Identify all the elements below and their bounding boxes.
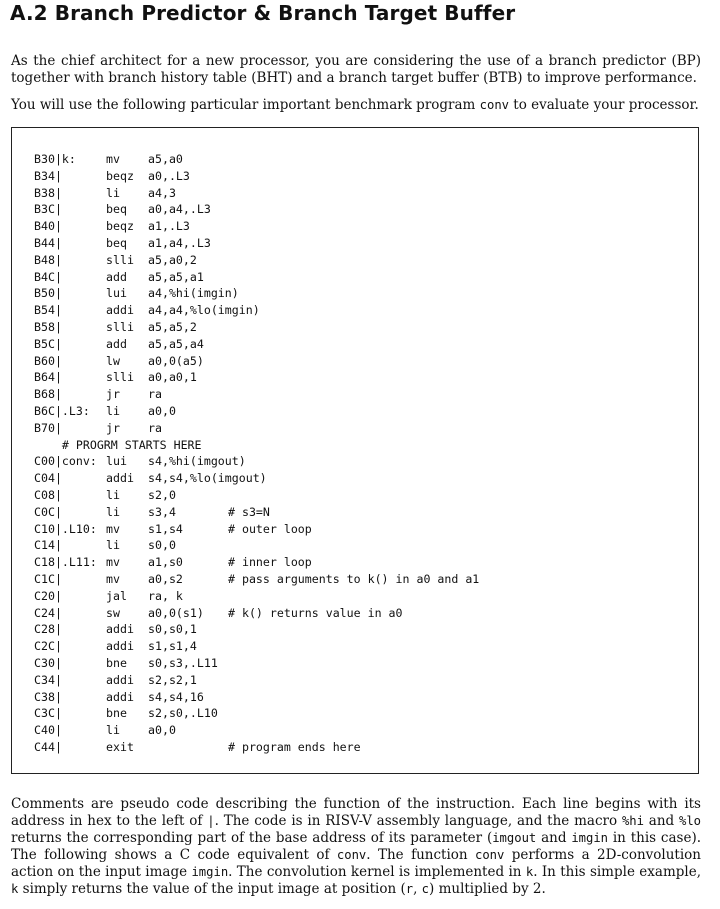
code-address: B54| xyxy=(34,303,62,318)
code-operands: a0,a0,1 xyxy=(148,370,197,385)
explanation-text: returns the corresponding part of the base address of its parameter ( xyxy=(11,830,493,846)
explanation-text: ) multiplied by 2. xyxy=(429,881,546,897)
code-comment: # pass arguments to k() in a0 and a1 xyxy=(228,571,480,586)
code-opcode: add xyxy=(106,336,127,351)
code-opcode: addi xyxy=(106,303,134,318)
code-address: C14| xyxy=(34,538,62,553)
code-comment: # s3=N xyxy=(228,504,270,519)
code-operands: ra, k xyxy=(148,588,183,603)
code-operands: a5,a0,2 xyxy=(148,252,197,267)
code-line xyxy=(34,218,479,235)
explanation-text: performs a 2D-convolution action on the input image xyxy=(11,847,701,880)
code-address: C24| xyxy=(34,605,62,620)
code-operands: ra xyxy=(148,387,162,402)
inline-code: imgin xyxy=(571,831,609,845)
code-line xyxy=(34,319,479,336)
code-operands: a4,3 xyxy=(148,185,176,200)
code-opcode: slli xyxy=(106,319,134,334)
code-opcode: jr xyxy=(106,387,120,402)
code-address: C10|.L10: xyxy=(34,521,97,536)
explanation-paragraph xyxy=(11,796,701,898)
code-opcode: li xyxy=(106,723,120,738)
code-address: C34| xyxy=(34,672,62,687)
code-operands: ra xyxy=(148,420,162,435)
code-line xyxy=(34,168,479,185)
code-opcode: lui xyxy=(106,286,127,301)
code-address: C3C| xyxy=(34,706,62,721)
code-opcode: add xyxy=(106,269,127,284)
code-operands: a0,s2 xyxy=(148,571,183,586)
code-line xyxy=(34,588,479,605)
code-line xyxy=(34,386,479,403)
code-line xyxy=(34,453,479,470)
code-operands: a1,a4,.L3 xyxy=(148,235,211,250)
inline-code: | xyxy=(207,814,215,828)
code-line xyxy=(34,487,479,504)
code-opcode: mv xyxy=(106,521,120,536)
code-operands: a5,a5,a1 xyxy=(148,269,204,284)
code-address: C28| xyxy=(34,622,62,637)
explanation-text: , xyxy=(413,881,422,897)
code-operands: s4,s4,%lo(imgout) xyxy=(148,471,267,486)
code-operands: s2,0 xyxy=(148,487,176,502)
benchmark-paragraph xyxy=(11,97,701,114)
code-line xyxy=(34,672,479,689)
code-opcode: addi xyxy=(106,639,134,654)
code-opcode: mv xyxy=(106,555,120,570)
code-opcode: sw xyxy=(106,605,120,620)
code-operands: s4,%hi(imgout) xyxy=(148,454,246,469)
explanation-text: Comments are pseudo code describing the function of the instruction. Each line begins with its address in hex to the left of xyxy=(11,796,701,829)
code-operands: s0,s0,1 xyxy=(148,622,197,637)
inline-code: %lo xyxy=(679,814,702,828)
code-operands: s3,4 xyxy=(148,504,176,519)
code-address: B50| xyxy=(34,286,62,301)
code-address: C20| xyxy=(34,588,62,603)
code-line xyxy=(34,151,479,168)
code-line xyxy=(34,235,479,252)
code-address: B64| xyxy=(34,370,62,385)
code-opcode: beq xyxy=(106,202,127,217)
code-address: B4C| xyxy=(34,269,62,284)
code-operands: a4,a4,%lo(imgin) xyxy=(148,303,260,318)
code-opcode: li xyxy=(106,487,120,502)
code-operands: a0,0 xyxy=(148,723,176,738)
code-line xyxy=(34,437,479,454)
code-comment: # inner loop xyxy=(228,555,312,570)
inline-code: k xyxy=(11,882,19,896)
code-address: B60| xyxy=(34,353,62,368)
code-opcode: jr xyxy=(106,420,120,435)
section-heading: A.2 Branch Predictor & Branch Target Buffer xyxy=(10,1,516,25)
code-line xyxy=(34,605,479,622)
benchmark-text-2: to evaluate your processor. xyxy=(509,97,699,113)
inline-code: imgout xyxy=(492,831,537,845)
intro-paragraph: As the chief architect for a new processor, you are considering the use of a branch predictor (BP) together with branch history table (BHT) and a branch target buffer (BTB) to improve performance. xyxy=(11,53,701,86)
code-line xyxy=(34,689,479,706)
code-address: B58| xyxy=(34,319,62,334)
code-opcode: li xyxy=(106,185,120,200)
code-operands: s2,s2,1 xyxy=(148,672,197,687)
code-line xyxy=(34,369,479,386)
code-address: C30| xyxy=(34,655,62,670)
code-operands: s1,s1,4 xyxy=(148,639,197,654)
code-comment-line: # PROGRM STARTS HERE xyxy=(34,437,202,452)
code-opcode: addi xyxy=(106,471,134,486)
code-address: B30|k: xyxy=(34,152,76,166)
code-opcode: mv xyxy=(106,152,120,166)
code-operands: a1,s0 xyxy=(148,555,183,570)
code-line xyxy=(34,537,479,554)
code-address: C18|.L11: xyxy=(34,555,97,570)
code-comment: # outer loop xyxy=(228,521,312,536)
code-address: B40| xyxy=(34,219,62,234)
explanation-text: . The function xyxy=(366,847,475,863)
code-address: B34| xyxy=(34,168,62,183)
code-opcode: li xyxy=(106,403,120,418)
inline-code: c xyxy=(421,882,430,896)
code-line xyxy=(34,638,479,655)
code-opcode: slli xyxy=(106,252,134,267)
code-line xyxy=(34,655,479,672)
explanation-text: and xyxy=(643,813,679,829)
code-line xyxy=(34,201,479,218)
code-address: C2C| xyxy=(34,639,62,654)
code-operands: a5,a5,a4 xyxy=(148,336,204,351)
code-opcode: li xyxy=(106,538,120,553)
code-opcode: jal xyxy=(106,588,127,603)
code-opcode: li xyxy=(106,504,120,519)
code-opcode: mv xyxy=(106,571,120,586)
code-address: C38| xyxy=(34,689,62,704)
code-operands: a0,0 xyxy=(148,403,176,418)
inline-code: conv xyxy=(475,848,505,862)
inline-code: k xyxy=(525,865,534,879)
code-line xyxy=(34,252,479,269)
code-line xyxy=(34,722,479,739)
inline-code: r xyxy=(405,882,414,896)
code-comment: # k() returns value in a0 xyxy=(228,605,403,620)
program-name-code: conv xyxy=(479,98,509,112)
code-operands: a5,a5,2 xyxy=(148,319,197,334)
code-address: B5C| xyxy=(34,336,62,351)
explanation-text: . The code is in RISV-V assembly language, and the macro xyxy=(214,813,622,829)
code-address: C40| xyxy=(34,723,62,738)
code-operands: s0,s3,.L11 xyxy=(148,655,218,670)
code-line xyxy=(34,470,479,487)
code-opcode: bne xyxy=(106,655,127,670)
code-opcode: addi xyxy=(106,672,134,687)
code-line xyxy=(34,554,479,571)
code-listing-box xyxy=(11,127,699,774)
code-line xyxy=(34,420,479,437)
code-line xyxy=(34,621,479,638)
explanation-text: simply returns the value of the input image at position ( xyxy=(18,881,406,897)
code-address: B48| xyxy=(34,252,62,267)
inline-code: imgin xyxy=(191,865,229,879)
inline-code: %hi xyxy=(621,814,644,828)
code-opcode: beq xyxy=(106,235,127,250)
code-line xyxy=(34,571,479,588)
code-opcode: slli xyxy=(106,370,134,385)
code-opcode: bne xyxy=(106,706,127,721)
code-address: C0C| xyxy=(34,504,62,519)
code-operands: s1,s4 xyxy=(148,521,183,536)
code-opcode: addi xyxy=(106,622,134,637)
code-address: B6C|.L3: xyxy=(34,403,90,418)
code-line xyxy=(34,353,479,370)
code-line xyxy=(34,403,479,420)
code-operands: a4,%hi(imgin) xyxy=(148,286,239,301)
assembly-listing xyxy=(34,151,479,756)
code-opcode: lui xyxy=(106,454,127,469)
explanation-text: and xyxy=(536,830,572,846)
code-line xyxy=(34,285,479,302)
code-opcode: beqz xyxy=(106,168,134,183)
code-address: B70| xyxy=(34,420,62,435)
code-address: C44| xyxy=(34,739,62,754)
code-opcode: beqz xyxy=(106,219,134,234)
code-line xyxy=(34,521,479,538)
code-address: C1C| xyxy=(34,571,62,586)
code-address: B3C| xyxy=(34,202,62,217)
code-opcode: exit xyxy=(106,739,134,754)
code-line xyxy=(34,504,479,521)
code-address: B38| xyxy=(34,185,62,200)
code-address: C00|conv: xyxy=(34,454,97,469)
code-opcode: addi xyxy=(106,689,134,704)
code-address: C08| xyxy=(34,487,62,502)
code-operands: a0,0(s1) xyxy=(148,605,204,620)
code-comment: # program ends here xyxy=(228,739,361,754)
code-operands: s4,s4,16 xyxy=(148,689,204,704)
code-line xyxy=(34,185,479,202)
code-line xyxy=(34,705,479,722)
code-line xyxy=(34,739,479,756)
code-operands: a1,.L3 xyxy=(148,219,190,234)
code-operands: s0,0 xyxy=(148,538,176,553)
code-address: C04| xyxy=(34,471,62,486)
code-operands: a0,a4,.L3 xyxy=(148,202,211,217)
code-line xyxy=(34,269,479,286)
explanation-text: . The convolution kernel is implemented in xyxy=(228,864,526,880)
code-opcode: lw xyxy=(106,353,120,368)
code-line xyxy=(34,302,479,319)
explanation-text: . In this simple example, xyxy=(533,864,701,880)
code-address: B68| xyxy=(34,387,62,402)
code-operands: a5,a0 xyxy=(148,152,183,166)
benchmark-text-1: You will use the following particular important benchmark program xyxy=(11,97,480,113)
code-operands: a0,.L3 xyxy=(148,168,190,183)
code-address: B44| xyxy=(34,235,62,250)
code-operands: a0,0(a5) xyxy=(148,353,204,368)
inline-code: conv xyxy=(336,848,367,862)
explanation-text: in this case). The following shows a C code equivalent of xyxy=(11,830,701,863)
code-line xyxy=(34,336,479,353)
code-operands: s2,s0,.L10 xyxy=(148,706,218,721)
